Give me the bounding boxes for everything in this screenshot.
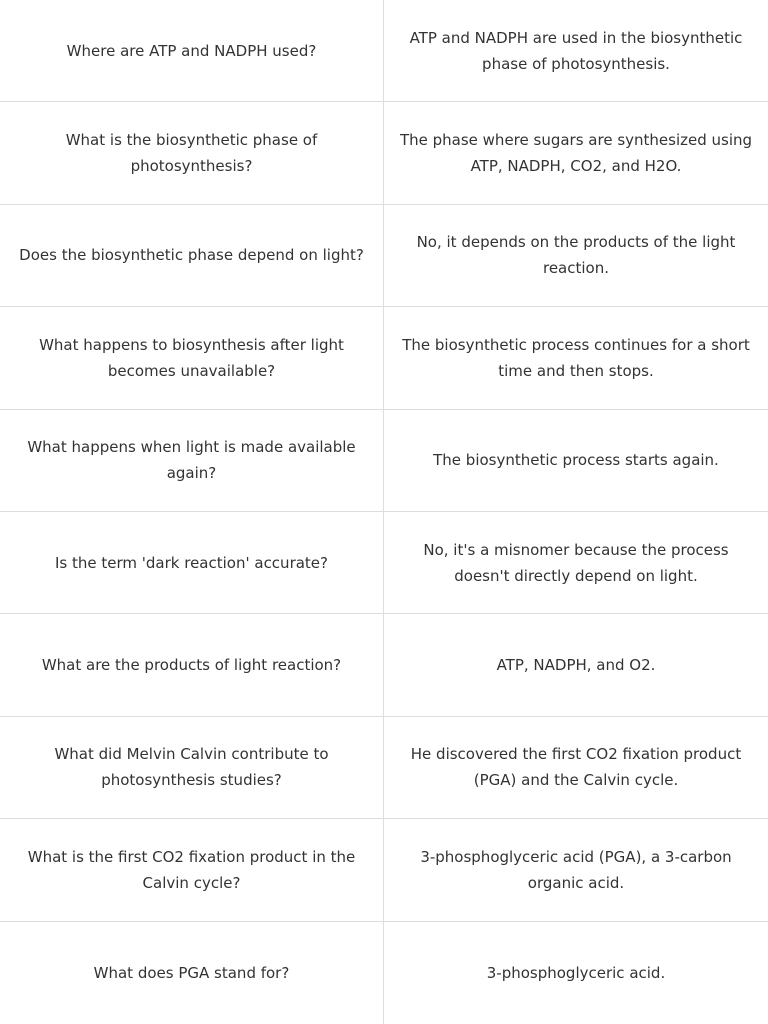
card-definition: 3-phosphoglyceric acid. — [486, 963, 666, 982]
card-definition: No, it depends on the products of the light reaction. — [384, 205, 768, 307]
card-definition: He discovered the first CO2 fixation product (PGA) and the Calvin cycle. — [384, 717, 768, 819]
card-definition: ATP, NADPH, and O2. — [384, 614, 768, 716]
card-definition: ATP and NADPH are used in the biosynthetic phase of photosynthesis. — [384, 0, 768, 102]
card-definition: 3-phosphoglyceric acid (PGA), a 3-carbon organic acid. — [384, 819, 768, 921]
card-definition: The biosynthetic process starts again. — [384, 410, 768, 512]
card-term: What does PGA stand for? — [0, 922, 384, 1024]
card-definition: No, it's a misnomer because the process doesn't directly depend on light. — [384, 512, 768, 614]
card-term: What did Melvin Calvin contribute to photosynthesis studies? — [0, 717, 384, 819]
card-definition: The phase where sugars are synthesized using ATP, NADPH, CO2, and H2O. — [384, 102, 768, 204]
card-term: What happens to biosynthesis after light becomes unavailable? — [0, 307, 384, 409]
card-term: Is the term 'dark reaction' accurate? — [0, 512, 384, 614]
card-term: What are the products of light reaction? — [0, 614, 384, 716]
card-term: Does the biosynthetic phase depend on light? — [0, 205, 384, 307]
card-definition: The biosynthetic process continues for a short time and then stops. — [384, 307, 768, 409]
card-term: What is the biosynthetic phase of photosynthesis? — [0, 102, 384, 204]
card-term: What happens when light is made available again? — [0, 410, 384, 512]
card-term: What is the first CO2 fixation product in the Calvin cycle? — [0, 819, 384, 921]
card-term: Where are ATP and NADPH used? — [0, 0, 384, 102]
